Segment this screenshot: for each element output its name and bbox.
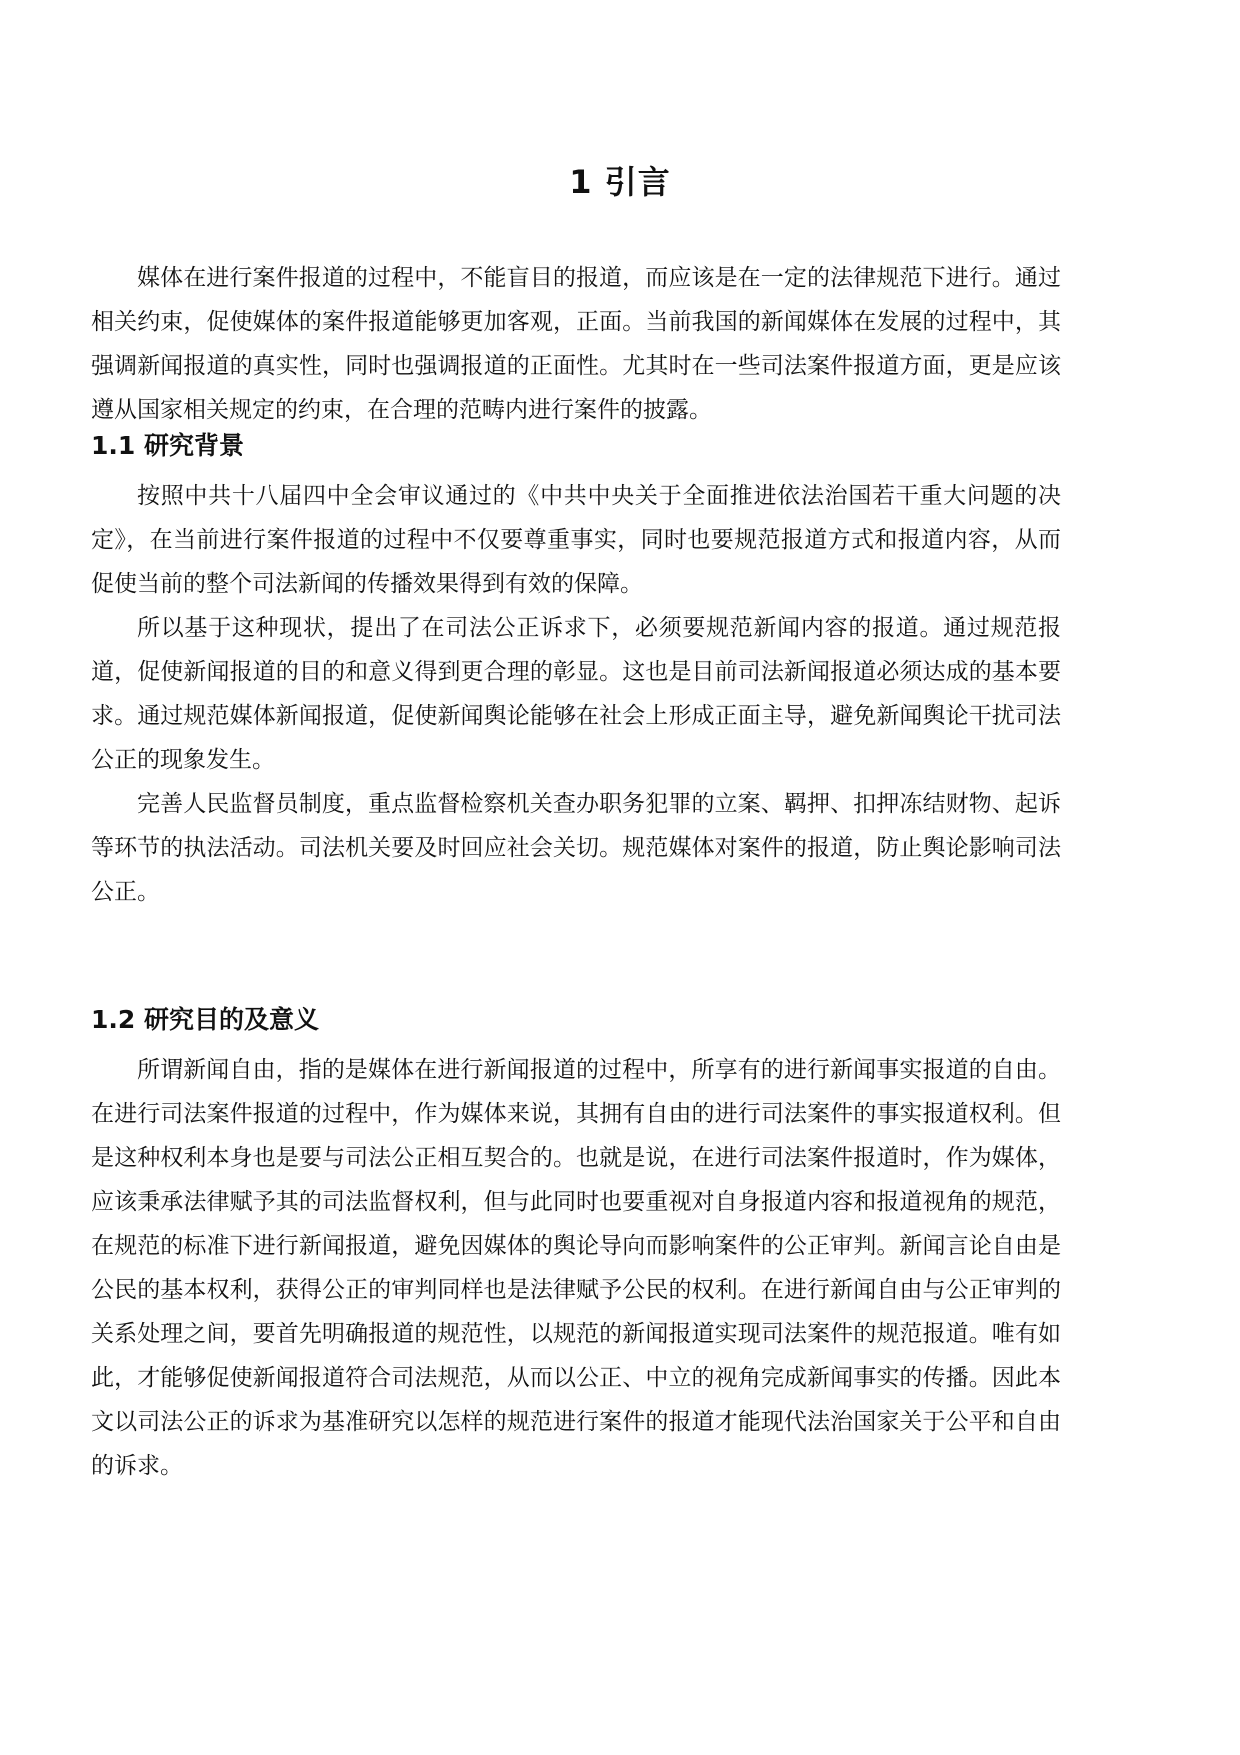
section-title-background: 1.1 研究背景 (91, 431, 244, 460)
chapter-title: 1 引言 (569, 163, 671, 201)
background-paragraph-3: 完善人民监督员制度，重点监督检察机关查办职务犯罪的立案、羁押、扣押冻结财物、起诉等环节的执法活动。司法机关要及时回应社会关切。规范媒体对案件的报道，防止舆论影响司法公正。 (91, 791, 1061, 905)
background-paragraph-1: 按照中共十八届四中全会审议通过的《中共中央关于全面推进依法治国若干重大问题的决定》，在当前进行案件报道的过程中不仅要尊重事实，同时也要规范报道方式和报道内容，从而促使当前的整个司法新闻的传播效果得到有效的保障。 (91, 483, 1061, 597)
background-paragraph-2: 所以基于这种现状，提出了在司法公正诉求下，必须要规范新闻内容的报道。通过规范报道，促使新闻报道的目的和意义得到更合理的彰显。这也是目前司法新闻报道必须达成的基本要求。通过规范媒体新闻报道，促使新闻舆论能够在社会上形成正面主导，避免新闻舆论干扰司法公正的现象发生。 (91, 615, 1061, 773)
section-title-purpose: 1.2 研究目的及意义 (91, 1005, 319, 1034)
purpose-paragraph-1: 所谓新闻自由，指的是媒体在进行新闻报道的过程中，所享有的进行新闻事实报道的自由。在进行司法案件报道的过程中，作为媒体来说，其拥有自由的进行司法案件的事实报道权利。但是这种权利本身也是要与司法公正相互契合的。也就是说，在进行司法案件报道时，作为媒体，应该秉承法律赋予其的司法监督权利，但与此同时也要重视对自身报道内容和报道视角的规范，在规范的标准下进行新闻报道，避免因媒体的舆论导向而影响案件的公正审判。新闻言论自由是公民的基本权利，获得公正的审判同样也是法律赋予公民的权利。在进行新闻自由与公正审判的关系处理之间，要首先明确报道的规范性，以规范的新闻报道实现司法案件的规范报道。唯有如此，才能够促使新闻报道符合司法规范，从而以公正、中立的视角完成新闻事实的传播。因此本文以司法公正的诉求为基准研究以怎样的规范进行案件的报道才能现代法治国家关于公平和自由的诉求。 (91, 1057, 1061, 1479)
intro-paragraph: 媒体在进行案件报道的过程中，不能盲目的报道，而应该是在一定的法律规范下进行。通过相关约束，促使媒体的案件报道能够更加客观，正面。当前我国的新闻媒体在发展的过程中，其强调新闻报道的真实性，同时也强调报道的正面性。尤其时在一些司法案件报道方面，更是应该遵从国家相关规定的约束，在合理的范畴内进行案件的披露。 (91, 265, 1061, 423)
